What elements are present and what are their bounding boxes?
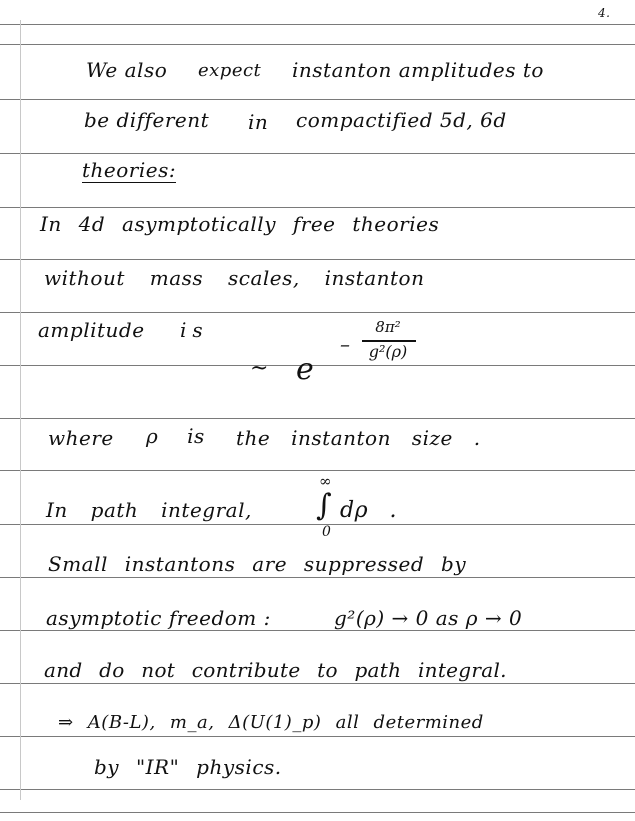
ruled-line bbox=[0, 630, 635, 631]
line-1-word-we-also: We also bbox=[86, 58, 168, 82]
line-7-where: where bbox=[48, 426, 114, 450]
line-7-rho-is: ρ is bbox=[146, 424, 205, 448]
line-1-rest: instanton amplitudes to bbox=[292, 58, 544, 82]
line-10-formula: g²(ρ) → 0 as ρ → 0 bbox=[334, 606, 523, 630]
ruled-line bbox=[0, 789, 635, 790]
ruled-line bbox=[0, 312, 635, 313]
line-6-is: is bbox=[180, 318, 209, 342]
ruled-line bbox=[0, 470, 635, 471]
line-4: In 4d asymptotically free theories bbox=[40, 212, 440, 236]
formula-numerator: 8π² bbox=[375, 318, 401, 336]
line-5: without mass scales, instanton bbox=[44, 266, 425, 290]
line-2-word-be-different: be different bbox=[84, 108, 210, 132]
line-13: by "IR" physics. bbox=[94, 755, 282, 779]
line-12: ⇒ A(B-L), m_a, Δ(U(1)_p) all determined bbox=[58, 712, 484, 733]
ruled-line bbox=[0, 524, 635, 525]
line-11: and do not contribute to path integral. bbox=[44, 658, 507, 682]
page-number: 4. bbox=[598, 6, 611, 20]
ruled-line bbox=[0, 44, 635, 45]
ruled-line bbox=[0, 683, 635, 684]
line-7-rest: the instanton size . bbox=[236, 426, 481, 450]
ruled-line bbox=[0, 207, 635, 208]
formula-tilde: ~ bbox=[250, 356, 269, 381]
ruled-line bbox=[0, 418, 635, 419]
line-9: Small instantons are suppressed by bbox=[48, 552, 467, 576]
ruled-line bbox=[0, 153, 635, 154]
ruled-line bbox=[0, 812, 635, 813]
line-6-amplitude: amplitude bbox=[38, 318, 145, 342]
line-2-word-in: in bbox=[248, 110, 269, 134]
formula-base-e: e bbox=[296, 352, 315, 387]
line-3-theories: theories: bbox=[82, 158, 177, 182]
integral-upper-limit: ∞ bbox=[319, 472, 332, 490]
ruled-line bbox=[0, 24, 635, 25]
ruled-line bbox=[0, 577, 635, 578]
line-2-rest: compactified 5d, 6d bbox=[296, 108, 507, 132]
line-8-d-rho: dρ . bbox=[340, 498, 398, 523]
margin-line bbox=[20, 20, 21, 800]
integral-sign: ∫ bbox=[316, 488, 333, 523]
line-1-word-expect: expect bbox=[198, 60, 262, 81]
ruled-line bbox=[0, 736, 635, 737]
formula-denominator: g²(ρ) bbox=[368, 342, 408, 361]
integral-lower-limit: 0 bbox=[322, 524, 332, 540]
line-10-asymptotic-freedom: asymptotic freedom : bbox=[46, 606, 271, 630]
ruled-line bbox=[0, 365, 635, 366]
ruled-line bbox=[0, 259, 635, 260]
ruled-line bbox=[0, 99, 635, 100]
formula-minus: – bbox=[340, 332, 351, 356]
line-8-in-path-integral: In path integral, bbox=[46, 498, 252, 522]
